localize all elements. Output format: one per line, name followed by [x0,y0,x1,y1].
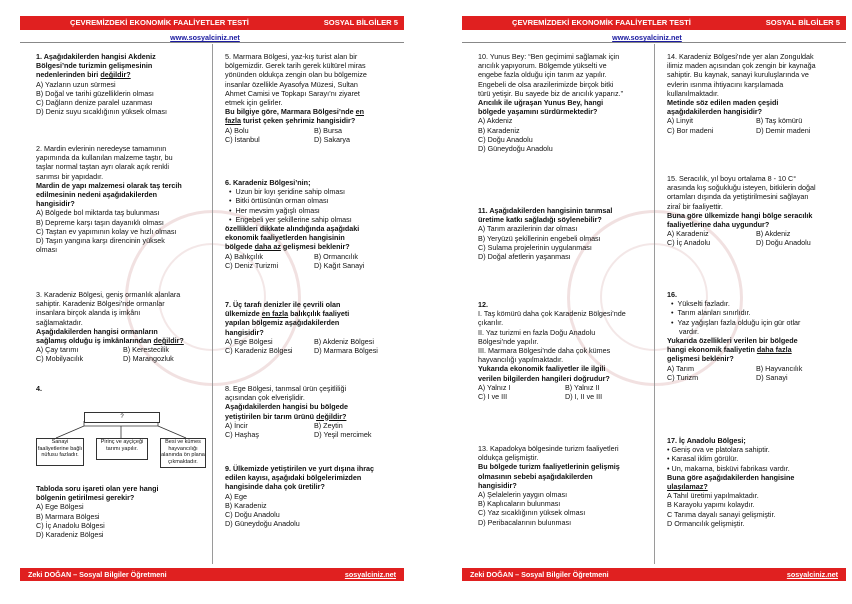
q12-stem: Yukarıda ekonomik faaliyetler ile ilgili [478,364,606,374]
q13-stem: hangisidir? [478,480,517,490]
q7-stem: balıkçılık faaliyeti [288,309,350,319]
q5-text: bölgemizdir. Gerek tarih gerek kültürel miras [225,61,366,71]
q3-emphasis: değildir? [153,336,184,346]
q17-stem: Buna göre aşağıdakilerden hangisine [667,472,795,482]
q9-stem: hangisinde daha çok üretilir? [225,482,325,492]
q7-stem: yapılan bölgemiz aşağıdakilerden [225,318,340,328]
option-b[interactable]: B) Yalnız II [565,382,600,392]
option-c[interactable]: C) Dağların denize paralel uzanması [36,98,153,108]
option-d[interactable]: D) Güneydoğu Anadolu [478,144,553,154]
q7-emphasis: en fazla [261,309,289,319]
option-b[interactable]: B) Zeytin [314,420,343,430]
q17-emphasis: ulaşılamaz? [667,482,708,492]
q6-stem: özellikleri dikkate alındığında aşağıdaki [225,224,360,234]
option-a[interactable]: A Tahıl üretimi yapılmaktadır. [667,491,759,501]
q14-stem: Metinde söz edilen maden çeşidi [667,98,779,108]
q11-stem: üretime katkı sağladığı söylenebilir? [478,215,602,225]
option-d[interactable]: D) Güneydoğu Anadolu [225,519,300,529]
q6-stem: ekonomik faaliyetlerden hangisinin [225,233,345,243]
q2-text: 2. Mardin evlerinin neredeyse tamamının [36,144,167,153]
option-a[interactable]: A) Tarım [667,363,695,373]
option-a[interactable]: A) Karadeniz [667,229,709,239]
q15-stem: faaliyetlerine daha uygundur? [667,220,770,230]
q7-stem: hangisidir? [225,327,264,337]
question-5 [225,52,397,144]
page-footer [20,568,404,581]
q13-stem: Bu bölgede turizm faaliyetlerinin gelişmiş [478,462,620,472]
diagram-root: ? [84,412,160,423]
option-a[interactable]: A) Akdeniz [478,116,513,126]
option-b[interactable]: B) Karadeniz [478,125,520,135]
q14-text: kullanılmaktadır. [667,88,719,98]
site-url[interactable]: www.sosyalciniz.net [170,33,240,42]
q3-text: sahiptir. Karadeniz Bölgesi’nde ormanlar [36,299,165,309]
question-4 [36,484,204,539]
q15-stem: Buna göre ülkemizde hangi bölge seracılık [667,210,813,220]
q5-emphasis: fazla [225,116,241,126]
option-a[interactable]: A) Şelalelerin yaygın olması [478,490,568,500]
page-footer [462,568,846,581]
q3-text: insanlara birçok alanda iş imkânı [36,308,141,318]
q12-statement: Bölgesi’nde yapılır. [478,336,539,346]
q16-item: • Tarım alanları sınırlıdır. [671,308,751,318]
q2-text: taşlar normal taştan ayrı olarak açık renkli [36,162,170,172]
q12-statement: III. Marmara Bölgesi’nde daha çok kümes [478,346,611,356]
option-c[interactable]: C) I ve III [478,392,508,402]
option-c[interactable]: C) Mobilyacılık [36,354,84,364]
q3-text: sağlamaktadır. [36,317,83,327]
q13-stem: olmasının sebebi aşağıdakilerden [478,471,593,481]
q12-statement: II. Yaz turizmi en fazla Doğu Anadolu [478,327,596,337]
left-page [0,0,410,604]
q2-stem: edilmesinin nedeni aşağıdakilerden [36,190,158,200]
question-2 [36,144,204,254]
option-c[interactable]: C) İstanbul [225,134,260,144]
option-c[interactable]: C) Bor madeni [667,125,714,135]
option-a[interactable]: A) Linyit [667,116,693,126]
q5-text: 5. Marmara Bölgesi, yaz-kış turist alan bir [225,52,358,61]
header-rule [462,42,846,43]
option-c[interactable]: C) Doğu Anadolu [225,510,280,520]
option-c[interactable]: C Tarıma dayalı sanayi gelişmiştir. [667,509,776,519]
q13-text: oldukça gelişmiştir. [478,453,539,463]
q6-item: • Uzun bir kıyı şeridine sahip olması [229,187,345,197]
q16-stem: hangi ekonomik faaliyetin [667,345,757,355]
question-17 [667,436,839,528]
header-title: ÇEVREMİZDEKİ EKONOMİK FAALİYETLER TESTİ [70,18,249,27]
question-11 [478,206,646,261]
q12-stem: verilen bilgilerden hangileri doğrudur? [478,373,610,383]
question-16 [667,290,839,382]
option-b[interactable]: B) Akdeniz [756,229,791,239]
q3-text: 3. Karadeniz Bölgesi, geniş ormanlık alanlara [36,290,181,299]
option-c[interactable]: C) Deniz Turizmi [225,260,279,270]
page-header [20,16,404,30]
option-d[interactable]: D) Marangozluk [123,354,174,364]
q5-text: insanlar özellikle Ayasofya Müzesi, Sultan [225,79,358,89]
q10-text: türü yetişir. Bu sayede biz de arıcılık yaparız.” [478,88,624,98]
option-d[interactable]: D) Doğu Anadolu [756,238,811,248]
option-a[interactable]: A) Balıkçılık [225,251,263,261]
q15-text: ziraî bir faaliyettir. [667,201,723,211]
q14-text: ilimiz maden açısından çok zengin bir kaynağa [667,61,816,71]
option-b[interactable]: B) Bursa [314,125,342,135]
footer-author: Zeki DOĞAN – Sosyal Bilgiler Öğretmeni [470,570,609,579]
q5-emphasis: en [355,107,364,117]
right-page [442,0,852,604]
q9-stem: edilen kayısı, aşağıdaki bölgelerimizden [225,473,362,483]
option-d[interactable]: D) Sakarya [314,134,350,144]
diagram-box-1: Sanayi faaliyetlerine bağlı nüfusu fazladır. [36,438,84,466]
q6-item: • Bitki örtüsünün orman olması [229,196,329,206]
option-a[interactable]: A) Yalnız I [478,382,511,392]
option-b[interactable]: B) Yeryüzü şekillerinin engebeli olması [478,233,601,243]
column-divider [212,44,213,564]
option-b[interactable]: B) Hayvancılık [756,363,803,373]
header-rule [20,42,404,43]
q4-stem: Tabloda soru işareti olan yere hangi [36,484,159,493]
option-a[interactable]: A) Ege [225,491,247,501]
q14-text: sahiptir. Bu kaynak, sanayi kuruluşlarında ve [667,70,809,80]
header-subject: SOSYAL BİLGİLER 5 [765,18,840,27]
q7-stem: 7. Üç tarafı denizler ile çevrili olan [225,300,341,309]
site-url[interactable]: www.sosyalciniz.net [612,33,682,42]
q6-item: • Engebeli yer şekillerine sahip olması [229,214,352,224]
option-a[interactable]: A) Çay tarımı [36,345,79,355]
page-header [462,16,846,30]
option-a[interactable]: A) Tarım arazilerinin dar olması [478,224,578,234]
q1-stem: 1. Aşağıdakilerden hangisi Akdeniz [36,52,156,61]
q10-stem: Arıcılık ile uğraşan Yunus Bey, hangi [478,98,604,108]
q6-item: • Her mevsim yağışlı olması [229,205,320,215]
q8-stem: Aşağıdakilerden hangisi bu bölgede [225,402,349,412]
question-6 [225,178,397,270]
q5-text: yönünden oldukça zengin olan bu bölgemize [225,70,367,80]
option-d[interactable]: D) Marmara Bölgesi [314,346,378,356]
q6-emphasis: daha az [254,242,281,252]
q15-text: ortamları dışında da yetiştirilmesini sağlayan [667,192,809,202]
option-d[interactable]: D) Doğal afetlerin yaşanması [478,252,571,262]
option-a[interactable]: A) Ege Bölgesi [225,336,273,346]
q6-stem: bölgede [225,242,255,252]
q12-statement: I. Taş kömürü daha çok Karadeniz Bölgesi’nde [478,309,626,319]
q7-stem: ülkemizde [225,309,262,319]
q16-item-cont: vardır. [679,326,699,336]
q17-item: • Karasal iklim görülür. [667,454,739,464]
option-c[interactable]: C) Yaz sıcaklığının yüksek olması [478,508,586,518]
q1-stem: nedenlerinden biri [36,70,101,80]
q9-stem: 9. Ülkemizde yetiştirilen ve yurt dışına ihraç [225,464,375,473]
question-10 [478,52,646,153]
option-a[interactable]: A) Bolu [225,125,249,135]
q4-stem: bölgenin getirilmesi gerekir? [36,493,135,503]
option-c[interactable]: C) Turizm [667,372,699,382]
header-title: ÇEVREMİZDEKİ EKONOMİK FAALİYETLER TESTİ [512,18,691,27]
q14-text: 14. Karadeniz Bölgesi’nde yer alan Zonguldak [667,52,814,61]
q3-stem: sağlamış olduğu iş imkânlarından [36,336,154,346]
option-b[interactable]: B) Kaplıcaların bulunması [478,499,561,509]
option-c[interactable]: C) Haşhaş [225,430,259,440]
q10-text: 10. Yunus Bey: “Ben geçimimi sağlamak için [478,52,620,61]
question-7 [225,300,397,355]
option-a[interactable]: A) İncir [225,420,248,430]
diagram-box-3: Besi ve kümes hayvancılığı alanında ön plana çıkmaktadır. [160,438,206,468]
footer-site-link[interactable]: sosyalciniz.net [786,570,838,579]
q1-stem: Bölgesi’nde turizmin gelişmesinin [36,61,153,71]
option-b[interactable]: B) Ormancılık [314,251,358,261]
q12-statement: hayvancılığı yapılmaktadır. [478,355,564,365]
q15-text: 15. Seracılık, yıl boyu ortalama 8 - 10 C° [667,174,797,183]
q2-stem: Mardin de yapı malzemesi olarak taş tercih [36,180,182,190]
q17-item: • Un, makarna, bisküvi fabrikası vardır. [667,463,790,473]
q6-heading: 6. Karadeniz Bölgesi’nin; [225,178,311,187]
q15-text: arasında kış soğukluğu isteyen, bitkilerin doğal [667,183,816,193]
q8-emphasis: değildir? [316,411,347,421]
option-b[interactable]: B) Taş kömürü [756,116,803,126]
q2-stem: hangisidir? [36,199,75,209]
question-1 [36,52,204,116]
q10-text: arıcılık yapıyorum. Bölgemde yükselti ve [478,61,607,71]
option-b[interactable]: B) Akdeniz Bölgesi [314,336,374,346]
option-c[interactable]: C) Sulama projelerinin uygulanması [478,242,592,252]
option-d[interactable]: D) Yeşil mercimek [314,430,372,440]
q5-text: etmek için gelirler. [225,98,283,108]
footer-author: Zeki DOĞAN – Sosyal Bilgiler Öğretmeni [28,570,167,579]
q8-text: açısından çok elverişlidir. [225,393,305,403]
option-d-cont: olması [36,245,58,255]
q13-text: 13. Kapadokya bölgesinde turizm faaliyetleri [478,444,619,453]
q5-text: Ahmet Camisi ve Topkapı Sarayı’nı ziyaret [225,88,360,98]
option-c[interactable]: C) Taştan ev yapımının kolay ve hızlı olması [36,226,177,236]
q16-stem: Yukarıda özellikleri verilen bir bölgede [667,336,798,346]
q17-item: • Geniş ova ve platolara sahiptir. [667,445,770,455]
q8-stem: yetiştirilen bir tarım ürünü [225,411,317,421]
footer-site-link[interactable]: sosyalciniz.net [344,570,396,579]
option-d[interactable]: D) Taşın yangına karşı direncinin yüksek [36,236,165,246]
question-4-number [36,384,204,393]
q11-stem: 11. Aşağıdakilerden hangisinin tarımsal [478,206,613,215]
option-b[interactable]: B) Depreme karşı taşın dayanıklı olması [36,217,164,227]
option-b[interactable]: B) Karadeniz [225,500,267,510]
q16-number: 16. [667,290,677,299]
q10-stem: bölgede yaşamını sürdürmektedir? [478,107,598,117]
question-8 [225,384,397,439]
diagram-box-2: Pirinç ve ayçiçeği tarımı yapılır. [96,438,148,460]
option-d[interactable]: D) Sanayi [756,372,788,382]
option-b[interactable]: B) Kerestecilik [123,345,169,355]
option-d[interactable]: D) Demir madeni [756,125,811,135]
q16-stem: gelişmesi beklenir? [667,354,734,364]
q14-stem: aşağıdakilerden hangisidir? [667,107,763,117]
question-14 [667,52,839,135]
header-subject: SOSYAL BİLGİLER 5 [323,18,398,27]
question-13 [478,444,646,527]
option-d[interactable]: D Ormancılık gelişmiştir. [667,518,745,528]
option-d[interactable]: D) I, II ve III [565,392,603,402]
q10-text: Engebeli de olsa arazilerimizde birçok bitki [478,79,614,89]
option-d[interactable]: D) Peribacalarının bulunması [478,517,572,527]
q4-diagram [36,408,204,468]
column-divider [654,44,655,564]
q6-stem: gelişmesi beklenir? [280,242,350,252]
option-a[interactable]: A) Ege Bölgesi [36,502,84,512]
q8-text: 8. Ege Bölgesi, tarımsal ürün çeşitliliği [225,384,347,393]
option-d[interactable]: D) Deniz suyu sıcaklığının yüksek olması [36,107,168,117]
question-3 [36,290,204,364]
q2-text: yapımında da kullanılan malzeme taştır, bu [36,153,173,163]
question-12 [478,300,646,401]
q3-stem: Aşağıdakilerden hangisi ormanların [36,326,158,336]
q2-text: sarımsı bir yapıdadır. [36,171,104,181]
option-c[interactable]: C) Karadeniz Bölgesi [225,346,293,356]
q14-text: evlerin ısınma ihtiyacını karşılamada [667,79,784,89]
q16-emphasis: daha fazla [756,345,792,355]
option-b[interactable]: B) Marmara Bölgesi [36,511,100,521]
q4-number: 4. [36,384,42,393]
q1-emphasis: değildir? [100,70,131,80]
option-a[interactable]: A) Yazların uzun sürmesi [36,79,116,89]
question-15 [667,174,839,248]
option-c[interactable]: C) Doğu Anadolu [478,134,533,144]
q16-item: • Yükselti fazladır. [671,299,730,309]
q12-number: 12. [478,300,488,309]
option-b[interactable]: B) Doğal ve tarihi güzelliklerin olması [36,88,154,98]
q5-stem: turist çeken şehrimiz hangisidir? [240,116,356,126]
option-d[interactable]: D) Karadeniz Bölgesi [36,530,104,540]
question-9 [225,464,397,528]
option-c[interactable]: C) İç Anadolu [667,238,711,248]
option-c[interactable]: C) İç Anadolu Bölgesi [36,520,105,530]
q17-heading: 17. İç Anadolu Bölgesi; [667,436,746,445]
option-b[interactable]: B Karayolu yapımı kolaydır. [667,500,755,510]
q10-text: engebe fazla olduğu için tarım az yapılır. [478,70,607,80]
option-a[interactable]: A) Bölgede bol miktarda taş bulunması [36,208,160,218]
q12-statement: çıkarılır. [478,318,504,328]
q16-item: • Yaz yağışları fazla olduğu için gür otlar [671,317,801,327]
option-d[interactable]: D) Kağıt Sanayi [314,260,365,270]
q5-stem: Bu bilgiye göre, Marmara Bölgesi’nde [225,107,356,117]
